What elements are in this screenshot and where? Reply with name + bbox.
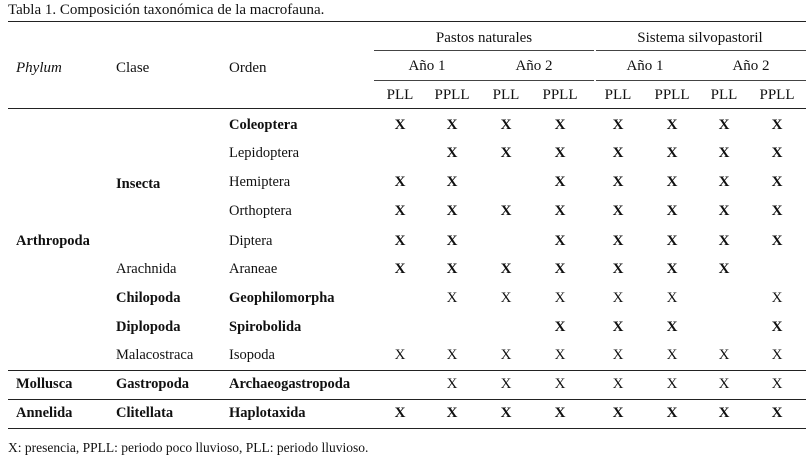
presence-mark: X	[612, 174, 624, 190]
presence-mark: X	[554, 117, 566, 133]
presence-mark: X	[446, 261, 458, 277]
presence-mark: X	[718, 174, 730, 190]
presence-mark: X	[771, 233, 783, 249]
presence-mark: X	[446, 405, 458, 421]
order-lepidoptera: Lepidoptera	[229, 145, 300, 161]
presence-mark: X	[554, 261, 566, 277]
presence-mark: X	[500, 290, 512, 306]
presence-mark: X	[446, 376, 458, 392]
presence-mark: X	[446, 347, 458, 363]
class-malacostraca: Malacostraca	[116, 347, 194, 363]
presence-mark: X	[394, 117, 406, 133]
class-chilopoda: Chilopoda	[116, 290, 181, 306]
presence-mark: X	[554, 319, 566, 335]
presence-mark: X	[554, 174, 566, 190]
header-group-pastos: Pastos naturales	[435, 30, 533, 46]
presence-mark: X	[554, 347, 566, 363]
presence-mark: X	[554, 376, 566, 392]
order-haplotaxida: Haplotaxida	[229, 405, 306, 421]
phylum-arthropoda: Arthropoda	[16, 233, 90, 249]
order-hemiptera: Hemiptera	[229, 174, 291, 190]
presence-mark: X	[554, 290, 566, 306]
table-bottom-rule	[8, 428, 806, 429]
order-orthoptera: Orthoptera	[229, 203, 292, 219]
header-bottom-rule	[8, 108, 806, 109]
group-underline-pastos	[374, 50, 594, 51]
header-period: PLL	[492, 87, 520, 103]
order-spirobolida: Spirobolida	[229, 319, 302, 335]
class-arachnida: Arachnida	[116, 261, 177, 277]
phylum-annelida: Annelida	[16, 405, 73, 421]
presence-mark: X	[771, 290, 783, 306]
header-period: PPLL	[654, 87, 690, 103]
presence-mark: X	[446, 203, 458, 219]
presence-mark: X	[500, 405, 512, 421]
presence-mark: X	[394, 174, 406, 190]
year-underline-2	[596, 80, 806, 81]
presence-mark: X	[554, 405, 566, 421]
presence-mark: X	[446, 117, 458, 133]
presence-mark: X	[718, 117, 730, 133]
presence-mark: X	[666, 347, 678, 363]
presence-mark: X	[446, 145, 458, 161]
presence-mark: X	[771, 145, 783, 161]
presence-mark: X	[394, 261, 406, 277]
order-coleoptera: Coleoptera	[229, 117, 298, 133]
order-geophilomorpha: Geophilomorpha	[229, 290, 335, 306]
table-top-rule	[8, 21, 806, 22]
presence-mark: X	[718, 347, 730, 363]
arthropoda-bottom-rule	[8, 370, 806, 371]
presence-mark: X	[666, 376, 678, 392]
header-period: PPLL	[542, 87, 578, 103]
presence-mark: X	[771, 117, 783, 133]
presence-mark: X	[500, 117, 512, 133]
order-archaeogastropoda: Archaeogastropoda	[229, 376, 351, 392]
header-period: PPLL	[434, 87, 470, 103]
presence-mark: X	[500, 203, 512, 219]
presence-mark: X	[771, 405, 783, 421]
header-period: PLL	[604, 87, 632, 103]
presence-mark: X	[666, 405, 678, 421]
presence-mark: X	[554, 145, 566, 161]
presence-mark: X	[666, 145, 678, 161]
year-underline-1	[374, 80, 594, 81]
header-period: PLL	[386, 87, 414, 103]
presence-mark: X	[718, 405, 730, 421]
header-year: Año 1	[408, 58, 446, 74]
presence-mark: X	[612, 203, 624, 219]
presence-mark: X	[771, 174, 783, 190]
header-year: Año 1	[626, 58, 664, 74]
presence-mark: X	[666, 203, 678, 219]
presence-mark: X	[500, 347, 512, 363]
presence-mark: X	[666, 117, 678, 133]
header-period: PPLL	[759, 87, 795, 103]
header-group-silvo: Sistema silvopastoril	[637, 30, 763, 46]
class-diplopoda: Diplopoda	[116, 319, 181, 335]
presence-mark: X	[394, 347, 406, 363]
group-underline-silvo	[596, 50, 806, 51]
presence-mark: X	[771, 347, 783, 363]
presence-mark: X	[666, 233, 678, 249]
presence-mark: X	[500, 261, 512, 277]
presence-mark: X	[612, 347, 624, 363]
presence-mark: X	[771, 376, 783, 392]
presence-mark: X	[718, 376, 730, 392]
header-period: PLL	[710, 87, 738, 103]
caption: Tabla 1. Composición taxonómica de la macrofauna.	[8, 2, 325, 18]
mollusca-bottom-rule	[8, 399, 806, 400]
class-gastropoda: Gastropoda	[116, 376, 190, 392]
presence-mark: X	[612, 117, 624, 133]
presence-mark: X	[718, 145, 730, 161]
presence-mark: X	[666, 290, 678, 306]
presence-mark: X	[771, 319, 783, 335]
presence-mark: X	[446, 233, 458, 249]
order-diptera: Diptera	[229, 233, 273, 249]
presence-mark: X	[500, 376, 512, 392]
order-araneae: Araneae	[229, 261, 278, 277]
presence-mark: X	[771, 203, 783, 219]
presence-mark: X	[718, 261, 730, 277]
class-insecta: Insecta	[116, 176, 161, 192]
header-year: Año 2	[732, 58, 770, 74]
presence-mark: X	[446, 174, 458, 190]
presence-mark: X	[612, 261, 624, 277]
header-orden: Orden	[229, 60, 267, 76]
presence-mark: X	[500, 145, 512, 161]
presence-mark: X	[612, 319, 624, 335]
footnote: X: presencia, PPLL: periodo poco lluvioso, PLL: periodo lluvioso.	[8, 440, 369, 455]
presence-mark: X	[718, 203, 730, 219]
order-isopoda: Isopoda	[229, 347, 275, 363]
header-year: Año 2	[515, 58, 553, 74]
phylum-mollusca: Mollusca	[16, 376, 73, 392]
header-phylum: Phylum	[16, 60, 62, 76]
presence-mark: X	[612, 290, 624, 306]
presence-mark: X	[718, 233, 730, 249]
presence-mark: X	[666, 174, 678, 190]
presence-mark: X	[394, 203, 406, 219]
presence-mark: X	[612, 376, 624, 392]
presence-mark: X	[666, 319, 678, 335]
presence-mark: X	[612, 145, 624, 161]
class-clitellata: Clitellata	[116, 405, 174, 421]
header-clase: Clase	[116, 60, 150, 76]
presence-mark: X	[446, 290, 458, 306]
presence-mark: X	[554, 203, 566, 219]
presence-mark: X	[394, 233, 406, 249]
presence-mark: X	[612, 405, 624, 421]
presence-mark: X	[666, 261, 678, 277]
presence-mark: X	[612, 233, 624, 249]
presence-mark: X	[554, 233, 566, 249]
presence-mark: X	[394, 405, 406, 421]
